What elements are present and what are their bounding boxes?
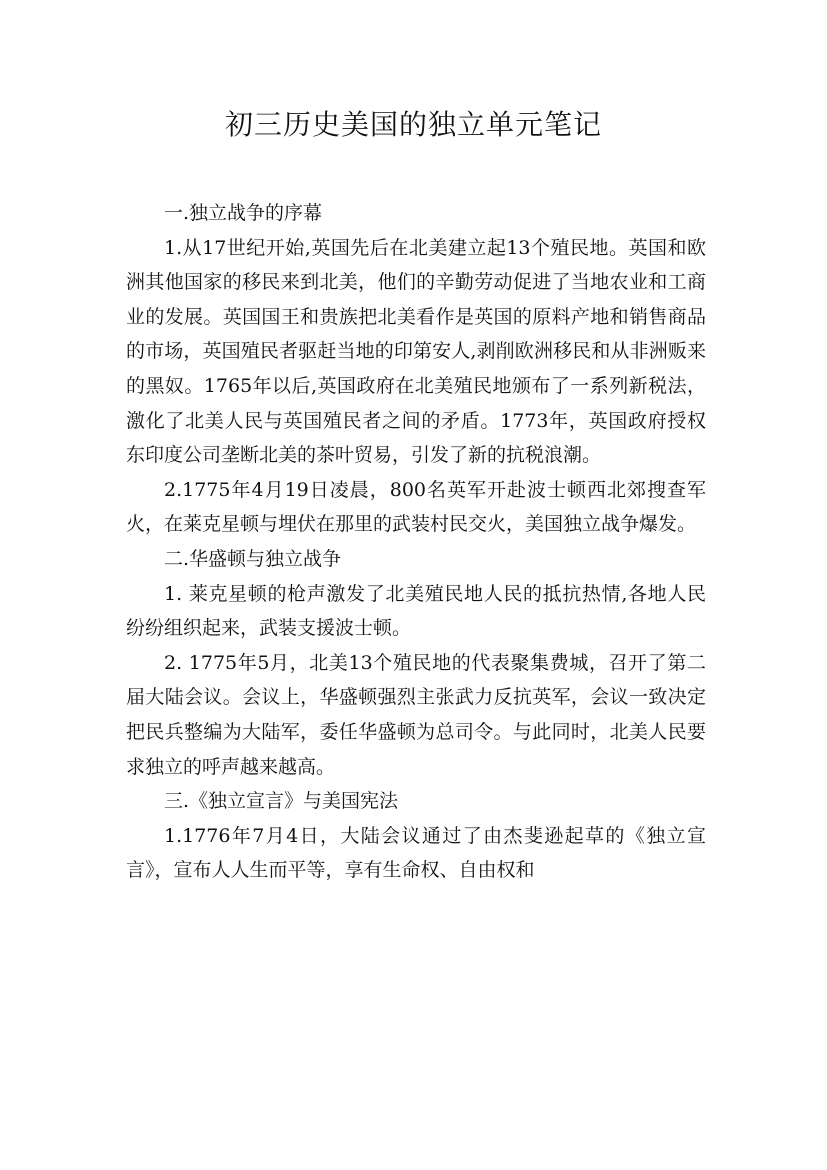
- document-body: [126, 196, 706, 888]
- section-heading-1: 一.独立战争的序幕: [164, 202, 323, 224]
- paragraph-1-2: 2.1775年4月19日凌晨，800名英军开赴波士顿西北郊搜查军火，在莱克星顿与埋伏在那里的武装村民交火，美国独立战争爆发。: [126, 478, 706, 536]
- document-title: 初三历史美国的独立单元笔记: [224, 108, 602, 141]
- section-heading-2: 二.华盛顿与独立战争: [164, 547, 342, 570]
- paragraph-3-1: 1.1776年7月4日，大陆会议通过了由杰斐逊起草的《独立宣言》，宣布人人生而平等，享有生命权、自由权和: [126, 824, 706, 882]
- paragraph-2-2: 2. 1775年5月，北美13个殖民地的代表聚集费城，召开了第二届大陆会议。会议上，华盛顿强烈主张武力反抗英军，会议一致决定把民兵整编为大陆军，委任华盛顿为总司令。与此同时，北美人民要求独立的呼声越来越高。: [126, 651, 706, 778]
- section-heading-3: 三.《独立宣言》与美国宪法: [164, 790, 399, 813]
- paragraph-2-1: 1. 莱克星顿的枪声激发了北美殖民地人民的抵抗热情,各地人民纷纷组织起来，武装支援波士顿。: [126, 582, 706, 640]
- paragraph-1-1: 1.从17世纪开始,英国先后在北美建立起13个殖民地。英国和欧洲其他国家的移民来到北美，他们的辛勤劳动促进了当地农业和工商业的发展。英国国王和贵族把北美看作是英国的原料产地和销售商品的市场，英国殖民者驱赶当地的印第安人,剥削欧洲移民和从非洲贩来的黑奴。1765年以后,英国政府在北美殖民地颁布了一系列新税法，激化了北美人民与英国殖民者之间的矛盾。1773年，英国政府授权东印度公司垄断北美的茶叶贸易，引发了新的抗税浪潮。: [126, 236, 706, 467]
